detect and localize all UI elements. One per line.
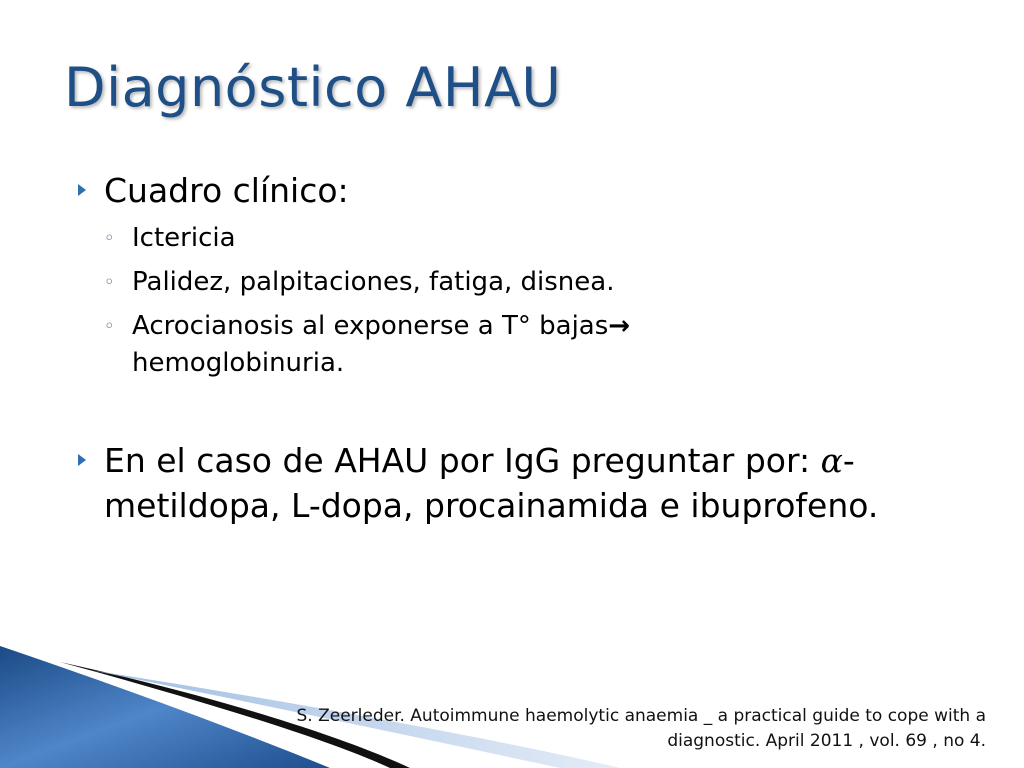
circle-bullet-icon: ◦ (104, 272, 115, 293)
bullet-text-rest: -metildopa, L-dopa, procainamida e ibuprofeno. (104, 441, 879, 525)
reference-line-1: S. Zeerleder. Autoimmune haemolytic anaemia _ a practical guide to cope with a (296, 706, 986, 726)
subbullet-acrocyanosis (104, 308, 754, 382)
subbullet-text (132, 308, 754, 382)
alpha-symbol: α (820, 441, 843, 480)
arrow-right-icon: → (608, 311, 631, 341)
bullet-text (104, 438, 958, 528)
subbullet-text: Ictericia (132, 223, 236, 253)
subbullet-text-part2: hemoglobinuria. (132, 348, 345, 378)
bullet-text-main: En el caso de AHAU por IgG preguntar por: (104, 441, 821, 480)
subbullet-text: Palidez, palpitaciones, fatiga, disnea. (132, 267, 615, 297)
reference-line-2: diagnostic. April 2011 , vol. 69 , no 4. (667, 731, 986, 751)
bullet-text: Cuadro clínico: (104, 171, 349, 210)
bullet-igg-drugs (78, 438, 958, 528)
triangle-bullet-icon (78, 184, 86, 196)
reference-citation (166, 704, 986, 754)
bullet-cuadro-clinico (78, 168, 349, 213)
circle-bullet-icon: ◦ (104, 316, 115, 337)
subbullet-icterus (104, 220, 236, 257)
subbullet-symptoms (104, 264, 614, 301)
slide-title: Diagnóstico AHAU (64, 56, 562, 119)
subbullet-text-part1: Acrocianosis al exponerse a T° bajas (132, 311, 609, 341)
triangle-bullet-icon (78, 454, 86, 466)
circle-bullet-icon: ◦ (104, 228, 115, 249)
